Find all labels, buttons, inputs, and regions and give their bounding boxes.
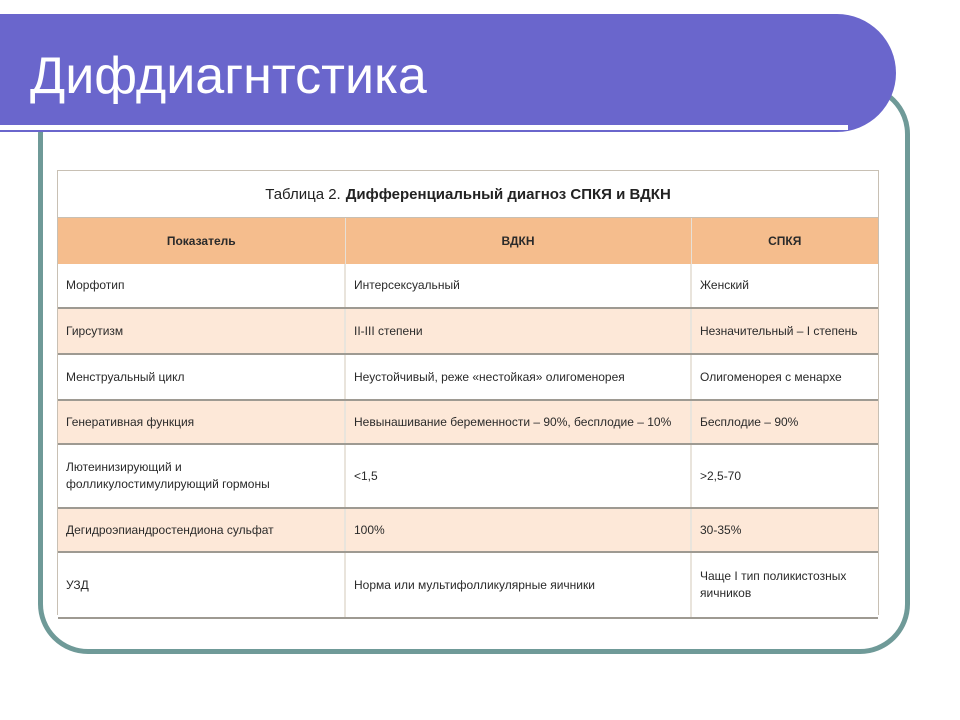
cell-indicator: УЗД <box>58 552 345 618</box>
table-header-row <box>58 218 878 264</box>
cell-vdkn: <1,5 <box>345 444 691 508</box>
table-row <box>58 308 878 354</box>
table-row <box>58 508 878 552</box>
table-caption <box>58 171 878 218</box>
comparison-table <box>58 218 878 619</box>
table-row <box>58 400 878 444</box>
table-caption-prefix: Таблица 2. <box>265 185 341 203</box>
cell-indicator: Дегидроэпиандростендиона сульфат <box>58 508 345 552</box>
cell-spkya: Незначительный – I степень <box>691 308 878 354</box>
cell-indicator: Лютеинизирующий и фолликулостимулирующий гормоны <box>58 444 345 508</box>
table-row <box>58 552 878 618</box>
cell-vdkn: Норма или мультифолликулярные яичники <box>345 552 691 618</box>
cell-spkya: Бесплодие – 90% <box>691 400 878 444</box>
cell-vdkn: Невынашивание беременности – 90%, бесплодие – 10% <box>345 400 691 444</box>
table-caption-title: Дифференциальный диагноз СПКЯ и ВДКН <box>345 185 671 203</box>
cell-spkya: >2,5-70 <box>691 444 878 508</box>
comparison-table-box <box>57 170 879 615</box>
table-row <box>58 354 878 400</box>
cell-spkya: Женский <box>691 264 878 308</box>
cell-vdkn: Неустойчивый, реже «нестойкая» олигоменорея <box>345 354 691 400</box>
cell-indicator: Менструальный цикл <box>58 354 345 400</box>
cell-indicator: Генеративная функция <box>58 400 345 444</box>
cell-spkya: Чаще I тип поликистозных яичников <box>691 552 878 618</box>
slide-title: Дифдиагнтстика <box>30 47 427 105</box>
header-indicator: Показатель <box>58 218 345 264</box>
cell-spkya: 30-35% <box>691 508 878 552</box>
title-underline <box>0 125 848 130</box>
table-row <box>58 444 878 508</box>
table-row <box>58 264 878 308</box>
cell-vdkn: II-III степени <box>345 308 691 354</box>
cell-spkya: Олигоменорея с менархе <box>691 354 878 400</box>
cell-indicator: Гирсутизм <box>58 308 345 354</box>
header-vdkn: ВДКН <box>345 218 691 264</box>
header-spkya: СПКЯ <box>691 218 878 264</box>
cell-vdkn: Интерсексуальный <box>345 264 691 308</box>
cell-indicator: Морфотип <box>58 264 345 308</box>
cell-vdkn: 100% <box>345 508 691 552</box>
